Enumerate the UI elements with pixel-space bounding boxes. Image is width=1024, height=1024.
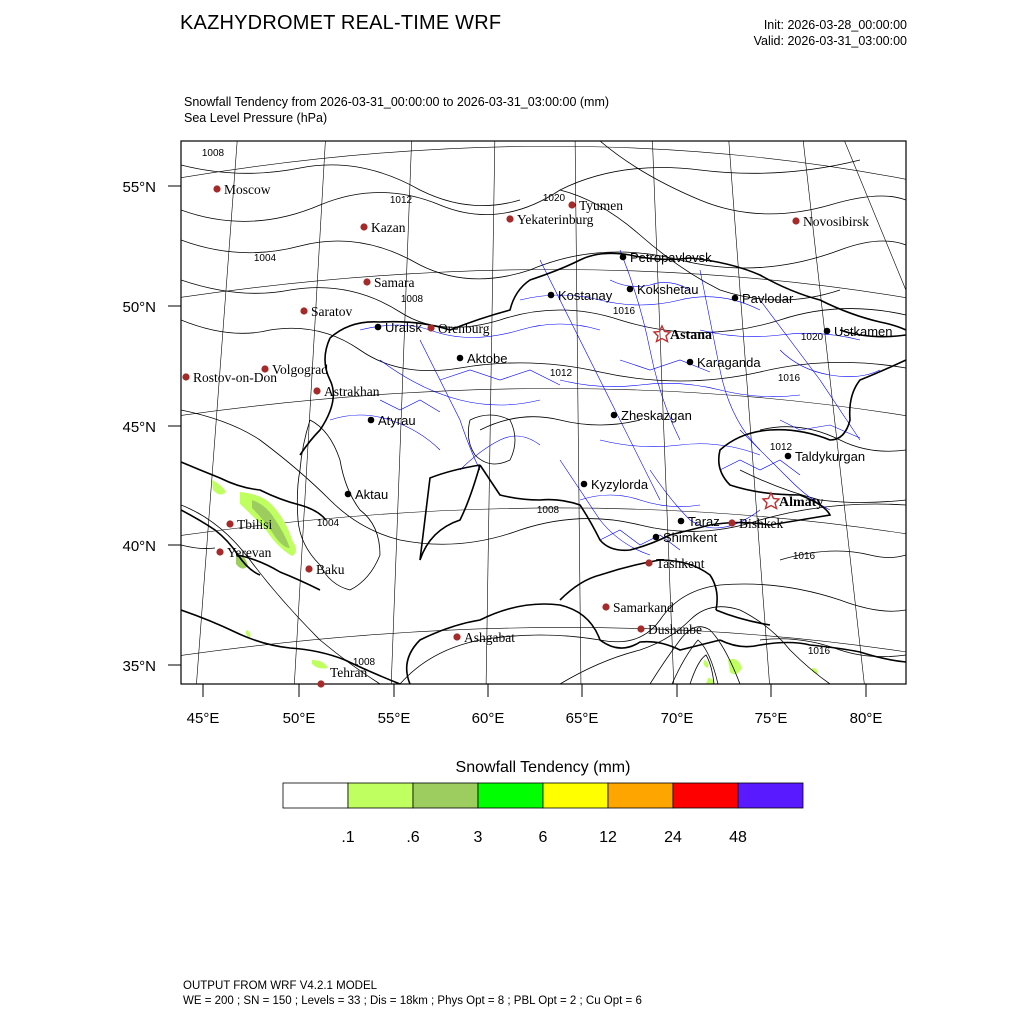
kz-city-label: Shimkent <box>663 530 718 545</box>
isobar-label: 1016 <box>807 646 831 657</box>
city-label: Samara <box>374 275 415 290</box>
lat-label: 55°N <box>122 179 156 196</box>
capital-label: Almaty <box>779 495 824 510</box>
isobar-label: 1012 <box>769 442 793 453</box>
lon-label: 50°E <box>282 710 316 727</box>
lat-label: 40°N <box>122 538 156 555</box>
subtitle-snowfall: Snowfall Tendency from 2026-03-31_00:00:00 to 2026-03-31_03:00:00 (mm) <box>184 95 610 109</box>
kz-city-label: Kostanay <box>558 288 613 303</box>
lat-label: 50°N <box>122 299 156 316</box>
foreign-cities <box>182 182 869 688</box>
kz-city-label: Zheskazgan <box>621 408 692 423</box>
city-label: Dushanbe <box>648 622 702 637</box>
colorbar-bin <box>478 783 543 808</box>
kz-city-label: Aktobe <box>467 351 508 366</box>
isobar-label: 1020 <box>800 332 824 343</box>
colorbar-label: 24 <box>664 829 682 846</box>
lon-label: 75°E <box>754 710 788 727</box>
colorbar-bin <box>413 783 478 808</box>
isobar-label: 1016 <box>792 551 816 562</box>
city-label: Kazan <box>371 220 406 235</box>
kz-city-label: Atyrau <box>378 413 416 428</box>
isobar-label: 1008 <box>536 505 560 516</box>
isobar-label: 1008 <box>400 294 424 305</box>
country-borders <box>181 253 906 684</box>
snowfall-colorbar <box>283 783 803 808</box>
lat-label: 45°N <box>122 419 156 436</box>
colorbar-bin <box>543 783 608 808</box>
lon-label: 65°E <box>565 710 599 727</box>
city-label: Tehran <box>330 665 368 680</box>
footer-model: OUTPUT FROM WRF V4.2.1 MODEL <box>183 980 378 992</box>
legend-title: Snowfall Tendency (mm) <box>455 759 631 776</box>
city-label: Baku <box>316 562 345 577</box>
colorbar-bin <box>673 783 738 808</box>
city-label: Astrakhan <box>324 384 380 399</box>
capital-label: Astana <box>670 328 713 343</box>
colorbar-label: 3 <box>473 829 483 846</box>
lon-label: 45°E <box>186 710 220 727</box>
main-title: KAZHYDROMET REAL-TIME WRF <box>180 12 502 34</box>
city-label: Novosibirsk <box>803 214 870 229</box>
lon-label: 55°E <box>377 710 411 727</box>
kz-city-label: Pavlodar <box>742 291 794 306</box>
kz-city-label: Aktau <box>355 487 389 502</box>
isobar-label: 1020 <box>542 193 566 204</box>
lon-label: 80°E <box>849 710 883 727</box>
colorbar-label: 6 <box>538 829 548 846</box>
latitude-labels <box>122 179 156 675</box>
city-label: Saratov <box>311 304 353 319</box>
kz-city-label: Karaganda <box>697 355 761 370</box>
subtitle-pressure: Sea Level Pressure (hPa) <box>184 111 328 125</box>
kz-city-label: Taldykurgan <box>795 449 866 464</box>
city-label: Tashkent <box>656 556 705 571</box>
city-label: Yekaterinburg <box>517 212 594 227</box>
colorbar-bin <box>348 783 413 808</box>
coastlines <box>181 415 515 590</box>
colorbar-label: 12 <box>599 829 617 846</box>
footer-config: WE = 200 ; SN = 150 ; Levels = 33 ; Dis = 18km ; Phys Opt = 8 ; PBL Opt = 2 ; Cu Opt = 6 <box>183 995 642 1007</box>
city-label: Tbilisi <box>237 517 273 532</box>
city-label: Bishkek <box>739 516 784 531</box>
capital-star-icon <box>654 326 670 342</box>
city-label: Ashgabat <box>464 630 515 645</box>
colorbar-labels <box>341 829 747 846</box>
city-label: Tyumen <box>579 198 624 213</box>
isobar-label: 1004 <box>253 253 277 264</box>
colorbar-label: 48 <box>729 829 747 846</box>
lon-label: 60°E <box>471 710 505 727</box>
colorbar-bin <box>608 783 673 808</box>
lat-label: 35°N <box>122 658 156 675</box>
isobar-label: 1012 <box>549 368 573 379</box>
colorbar-bin <box>283 783 348 808</box>
capital-star-icon <box>763 493 779 509</box>
city-label: Rostov-on-Don <box>193 370 277 385</box>
city-label: Moscow <box>224 182 271 197</box>
colorbar-label: .6 <box>406 829 420 846</box>
city-label: Volgograd <box>272 362 328 377</box>
lon-label: 70°E <box>660 710 694 727</box>
kz-city-label: Uralsk <box>385 320 422 335</box>
isobar-label: 1008 <box>352 657 376 668</box>
city-label: Orenburg <box>438 321 490 336</box>
isobar-label: 1004 <box>316 518 340 529</box>
colorbar-label: .1 <box>341 829 355 846</box>
kz-city-label: Ustkamen <box>834 324 893 339</box>
kz-city-label: Petropavlovsk <box>630 250 712 265</box>
init-time: Init: 2026-03-28_00:00:00 <box>763 18 907 32</box>
kz-city-label: Taraz <box>688 514 720 529</box>
isobar-label: 1016 <box>777 373 801 384</box>
isobar-label: 1012 <box>389 195 413 206</box>
longitude-labels <box>187 710 883 727</box>
kz-city-label: Kyzylorda <box>591 477 649 492</box>
kz-city-label: Kokshetau <box>637 282 699 297</box>
valid-time: Valid: 2026-03-31_03:00:00 <box>753 34 907 48</box>
isobar-label: 1016 <box>612 306 636 317</box>
city-label: Samarkand <box>613 600 674 615</box>
isobar-label: 1008 <box>201 148 225 159</box>
city-label: Yerevan <box>227 545 272 560</box>
colorbar-bin <box>738 783 803 808</box>
